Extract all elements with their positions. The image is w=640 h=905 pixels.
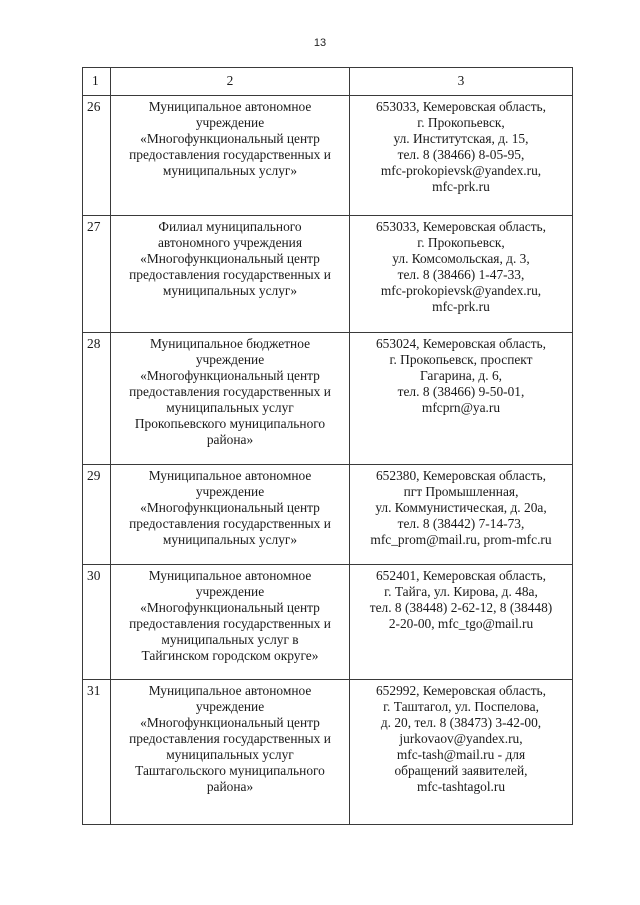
address-contacts-line: ул. Комсомольская, д. 3, [392,251,530,266]
table-row [83,216,573,333]
row-number: 28 [83,333,111,465]
address-contacts-line: Гагарина, д. 6, [419,368,502,383]
organization-name-line: «Многофункциональный центр [140,131,320,146]
organization-name-line: района» [206,779,254,794]
page-number: 13 [313,37,327,49]
column-header-1: 1 [83,68,111,96]
organization-name-line: Прокопьевского муниципального [134,416,326,431]
organization-name-line: муниципальных услуг [166,747,294,762]
address-contacts [350,565,573,680]
organization-name-line: предоставления государственных и [129,616,331,631]
organization-name-line: «Многофункциональный центр [140,600,320,615]
address-contacts-line: 652992, Кемеровская область, [375,683,547,698]
organization-name-line: предоставления государственных и [129,516,331,531]
row-number: 29 [83,465,111,565]
organization-name-line: «Многофункциональный центр [140,368,320,383]
organization-name-line: Муниципальное автономное [148,683,312,698]
address-contacts [350,216,573,333]
organization-name-line: учреждение [195,352,265,367]
organization-name [111,465,350,565]
address-contacts-line: 653033, Кемеровская область, [375,219,547,234]
address-contacts-line: обращений заявителей, [394,763,528,778]
address-contacts-line: тел. 8 (38466) 1-47-33, [397,267,525,282]
organization-name-line: муниципальных услуг в [161,632,299,647]
address-contacts-line: пгт Промышленная, [403,484,519,499]
address-contacts-line: тел. 8 (38466) 9-50-01, [397,384,525,399]
address-contacts-line: ул. Коммунистическая, д. 20а, [375,500,547,515]
address-contacts [350,680,573,825]
address-contacts-line: mfc-prokopievsk@yandex.ru, [380,283,542,298]
organization-name-line: Муниципальное автономное [148,568,312,583]
address-contacts-line: г. Прокопьевск, [417,115,505,130]
mfc-table [82,67,573,825]
organization-name [111,216,350,333]
address-contacts-line: mfc-tashtagol.ru [416,779,506,794]
address-contacts-line: mfc-tash@mail.ru - для [396,747,526,762]
address-contacts-line: 653024, Кемеровская область, [375,336,547,351]
address-contacts-line: 653033, Кемеровская область, [375,99,547,114]
address-contacts-line: mfc_prom@mail.ru, prom-mfc.ru [370,532,552,547]
organization-name-line: учреждение [195,584,265,599]
organization-name-line: Муниципальное бюджетное [149,336,311,351]
address-contacts-line: mfc-prk.ru [432,179,490,194]
organization-name-line: Тайгинском городском округе» [141,648,319,663]
organization-name-line: Муниципальное автономное [148,99,312,114]
organization-name-line: муниципальных услуг [166,400,294,415]
address-contacts-line: тел. 8 (38442) 7-14-73, [397,516,525,531]
address-contacts-line: jurkovaov@yandex.ru, [399,731,523,746]
organization-name [111,565,350,680]
address-contacts-line: г. Тайга, ул. Кирова, д. 48а, [384,584,538,599]
row-number: 26 [83,96,111,216]
address-contacts-line: д. 20, тел. 8 (38473) 3-42-00, [380,715,542,730]
address-contacts-line: г. Прокопьевск, проспект [389,352,533,367]
organization-name [111,333,350,465]
table-row [83,565,573,680]
address-contacts-line: mfcprn@ya.ru [421,400,501,415]
organization-name-line: учреждение [195,115,265,130]
address-contacts-line: mfc-prk.ru [432,299,490,314]
table-row [83,465,573,565]
address-contacts-line: тел. 8 (38448) 2-62-12, 8 (38448) [369,600,553,615]
organization-name-line: учреждение [195,484,265,499]
table-row [83,333,573,465]
column-header-3: 3 [350,68,573,96]
table-row [83,680,573,825]
organization-name-line: предоставления государственных и [129,384,331,399]
address-contacts [350,96,573,216]
organization-name-line: «Многофункциональный центр [140,500,320,515]
organization-name [111,680,350,825]
organization-name-line: предоставления государственных и [129,731,331,746]
organization-name-line: Таштагольского муниципального [135,763,325,778]
organization-name-line: Муниципальное автономное [148,468,312,483]
address-contacts-line: ул. Институтская, д. 15, [393,131,529,146]
organization-name-line: муниципальных услуг» [162,283,298,298]
organization-name-line: предоставления государственных и [129,147,331,162]
address-contacts-line: 652380, Кемеровская область, [375,468,547,483]
row-number: 27 [83,216,111,333]
row-number: 30 [83,565,111,680]
table-header-row [83,68,573,96]
organization-name-line: муниципальных услуг» [162,532,298,547]
organization-name-line: «Многофункциональный центр [140,251,320,266]
organization-name-line: учреждение [195,699,265,714]
address-contacts-line: г. Таштагол, ул. Поспелова, [383,699,539,714]
table-row [83,96,573,216]
organization-name [111,96,350,216]
address-contacts-line: 2-20-00, mfc_tgo@mail.ru [388,616,534,631]
organization-name-line: «Многофункциональный центр [140,715,320,730]
organization-name-line: предоставления государственных и [129,267,331,282]
organization-name-line: района» [206,432,254,447]
organization-name-line: Филиал муниципального [158,219,302,234]
organization-name-line: автономного учреждения [157,235,302,250]
address-contacts [350,333,573,465]
address-contacts-line: г. Прокопьевск, [417,235,505,250]
row-number: 31 [83,680,111,825]
organization-name-line: муниципальных услуг» [162,163,298,178]
address-contacts [350,465,573,565]
column-header-2: 2 [111,68,350,96]
address-contacts-line: mfc-prokopievsk@yandex.ru, [380,163,542,178]
address-contacts-line: тел. 8 (38466) 8-05-95, [397,147,525,162]
address-contacts-line: 652401, Кемеровская область, [375,568,547,583]
